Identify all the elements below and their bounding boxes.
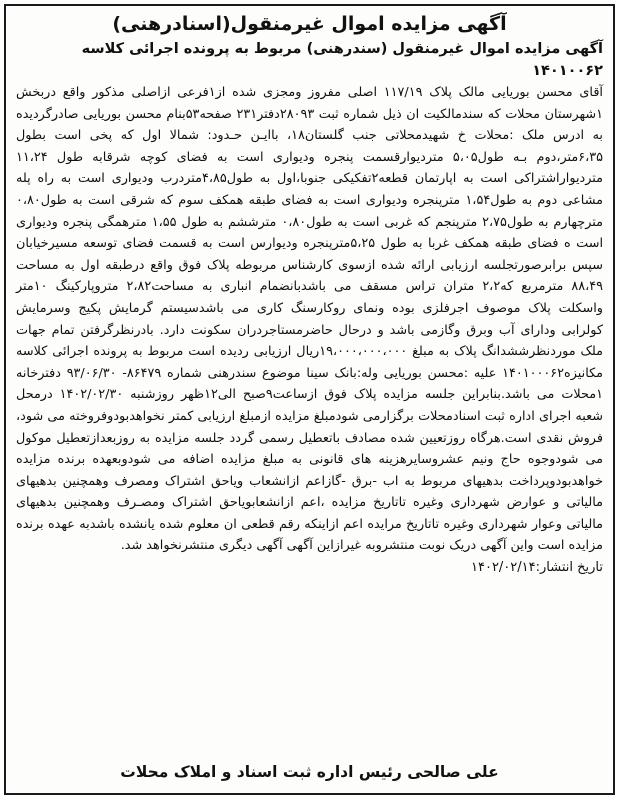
notice-subtitle: آگهی مزایده اموال غیرمنقول (سندرهنی) مربوط به پرونده اجرائی کلاسه ۱۴۰۱۰۰۶۲: [81, 41, 603, 79]
signature-line: علی صالحی رئیس اداره ثبت اسناد و املاک محلات: [120, 763, 499, 781]
notice-title: آگهی مزایده اموال غیرمنقول(اسنادرهنی): [112, 13, 507, 35]
auction-notice: [4, 4, 615, 795]
notice-body: آقای محسن بوریایی مالک پلاک ۱۱۷/۱۹ اصلی مفروز ومجزی شده از۱فرعی ازاصلی مذکور واقع دربخش ۱شهرستان محلات که سندمالکیت ان ذیل شماره ثبت ۲۸۰۹۳دفتر۲۳۱ صفحه۵۳بنام محسن بوریایی صادرگردیده به ادرس ملک :محلات خ شهیدمحلاتی جنب گلستان۱۸، باایـن حـدود: شمالا اول که پخی است بطول ۶،۳۵متر،دوم بـه طول۵،۰۵ متردیوارقسمت پنجره ودیواری است به فضای کوچه شرقابه طول ۱۱،۲۴ متردیواراشتراکی است به اپارتمان قطعه۲تفکیکی جنوبا،اول به طول۴،۸۵متردرب ودیواری است به راه پله مشاعی دوم به طول۱،۵۴ مترپنجره ودیواری است به فضای طبقه همکف سوم که شرقی است به طول۰،۸۰ مترچهارم به طول۲،۷۵ مترپنجم که غربی است به طول۰،۸۰ مترششم به طول ۱،۵۵ مترهمگی پنجره ودیواری است ه فضای طبقه همکف غربا به طول ۵،۲۵مترپنجره ودیوارس است به قسمت فضای توسعه مسیرخیابان سپس برابرصورتجلسه ارزیابی ارائه شده ازسوی کارشناس مربوطه پلاک فوق واقع درطبقه اول به مساحت ۸۸،۴۹ مترمربع که۲،۲ متران تراس مسقف می باشدبانضمام انباری به مساحت۲،۸۲ متروپارکینگ ۱۰متر واسکلت پلاک موصوف اجرفلزی بوده ونمای روکارسنگ کاری می باشدسیستم گرمایش پکیج وسرمایش کولرابی ودارای آب وبرق وگازمی باشد و درحال حاضرمستاجردران سکونت دارد. بادرنظرگرفتن تمام جهات ملک موردنظرششدانگ پلاک به مبلغ ۱۹،۰۰۰،۰۰۰،۰۰۰ریال ارزیابی ردیده است مربوط به پرونده اجرائی کلاسه مکانیزه۱۴۰۱۰۰۰۶۲ علیه :محسن بوریایی وله:بانک سینا موضوع سندرهنی شماره ۸۶۴۷۹- ۹۳/۰۶/۳۰ دفترخانه ۱محلات می باشد.بنابراین جلسه مزایده پلاک فوق ازساعت۹صبح الی۱۲ظهر روزشنبه ۱۴۰۲/۰۲/۳۰ درمحل شعبه اجرای اداره ثبت اسنادمحلات برگزارمی شودمبلغ مزایده ازمبلغ ارزیابی کمتر نخواهدبودوفروخته می شود، فروش نقدی است.هرگاه روزتعیین شده مصادف باتعطیل رسمی گردد جلسه مزایده به روزبعدازتعطیل موکول می شودوجوه حاج ونیم عشروسایرهزینه های قانونی به مبلغ مزایده اضافه می شودوبعهده برنده مزایده خواهدبودوپرداخت بدهیهای مربوط به اب -برق -گازاعم ازانشعاب ویاحق اشتراک ومصرف وهمچنین بدهیهای مالیاتی و عوارض شهرداری وغیره تاتاریخ مزایده ،اعم ازانشعابویاحق اشتراک ومصـرف وهمچنین بدهیهای مالیاتی وعوار شهرداری وغیره تاتاریخ مرایده اعم ازاینکه رقم قطعی ان معلوم شده یانشده باشدبه عهده برنده مزایده است واین آگهی دریک نوبت منتشروبه غیرازاین آگهی آگهی دیگری منتشرنخواهد شد.: [16, 85, 604, 554]
publication-date: تاریخ انتشار:۱۴۰۲/۰۲/۱۴: [471, 560, 603, 576]
